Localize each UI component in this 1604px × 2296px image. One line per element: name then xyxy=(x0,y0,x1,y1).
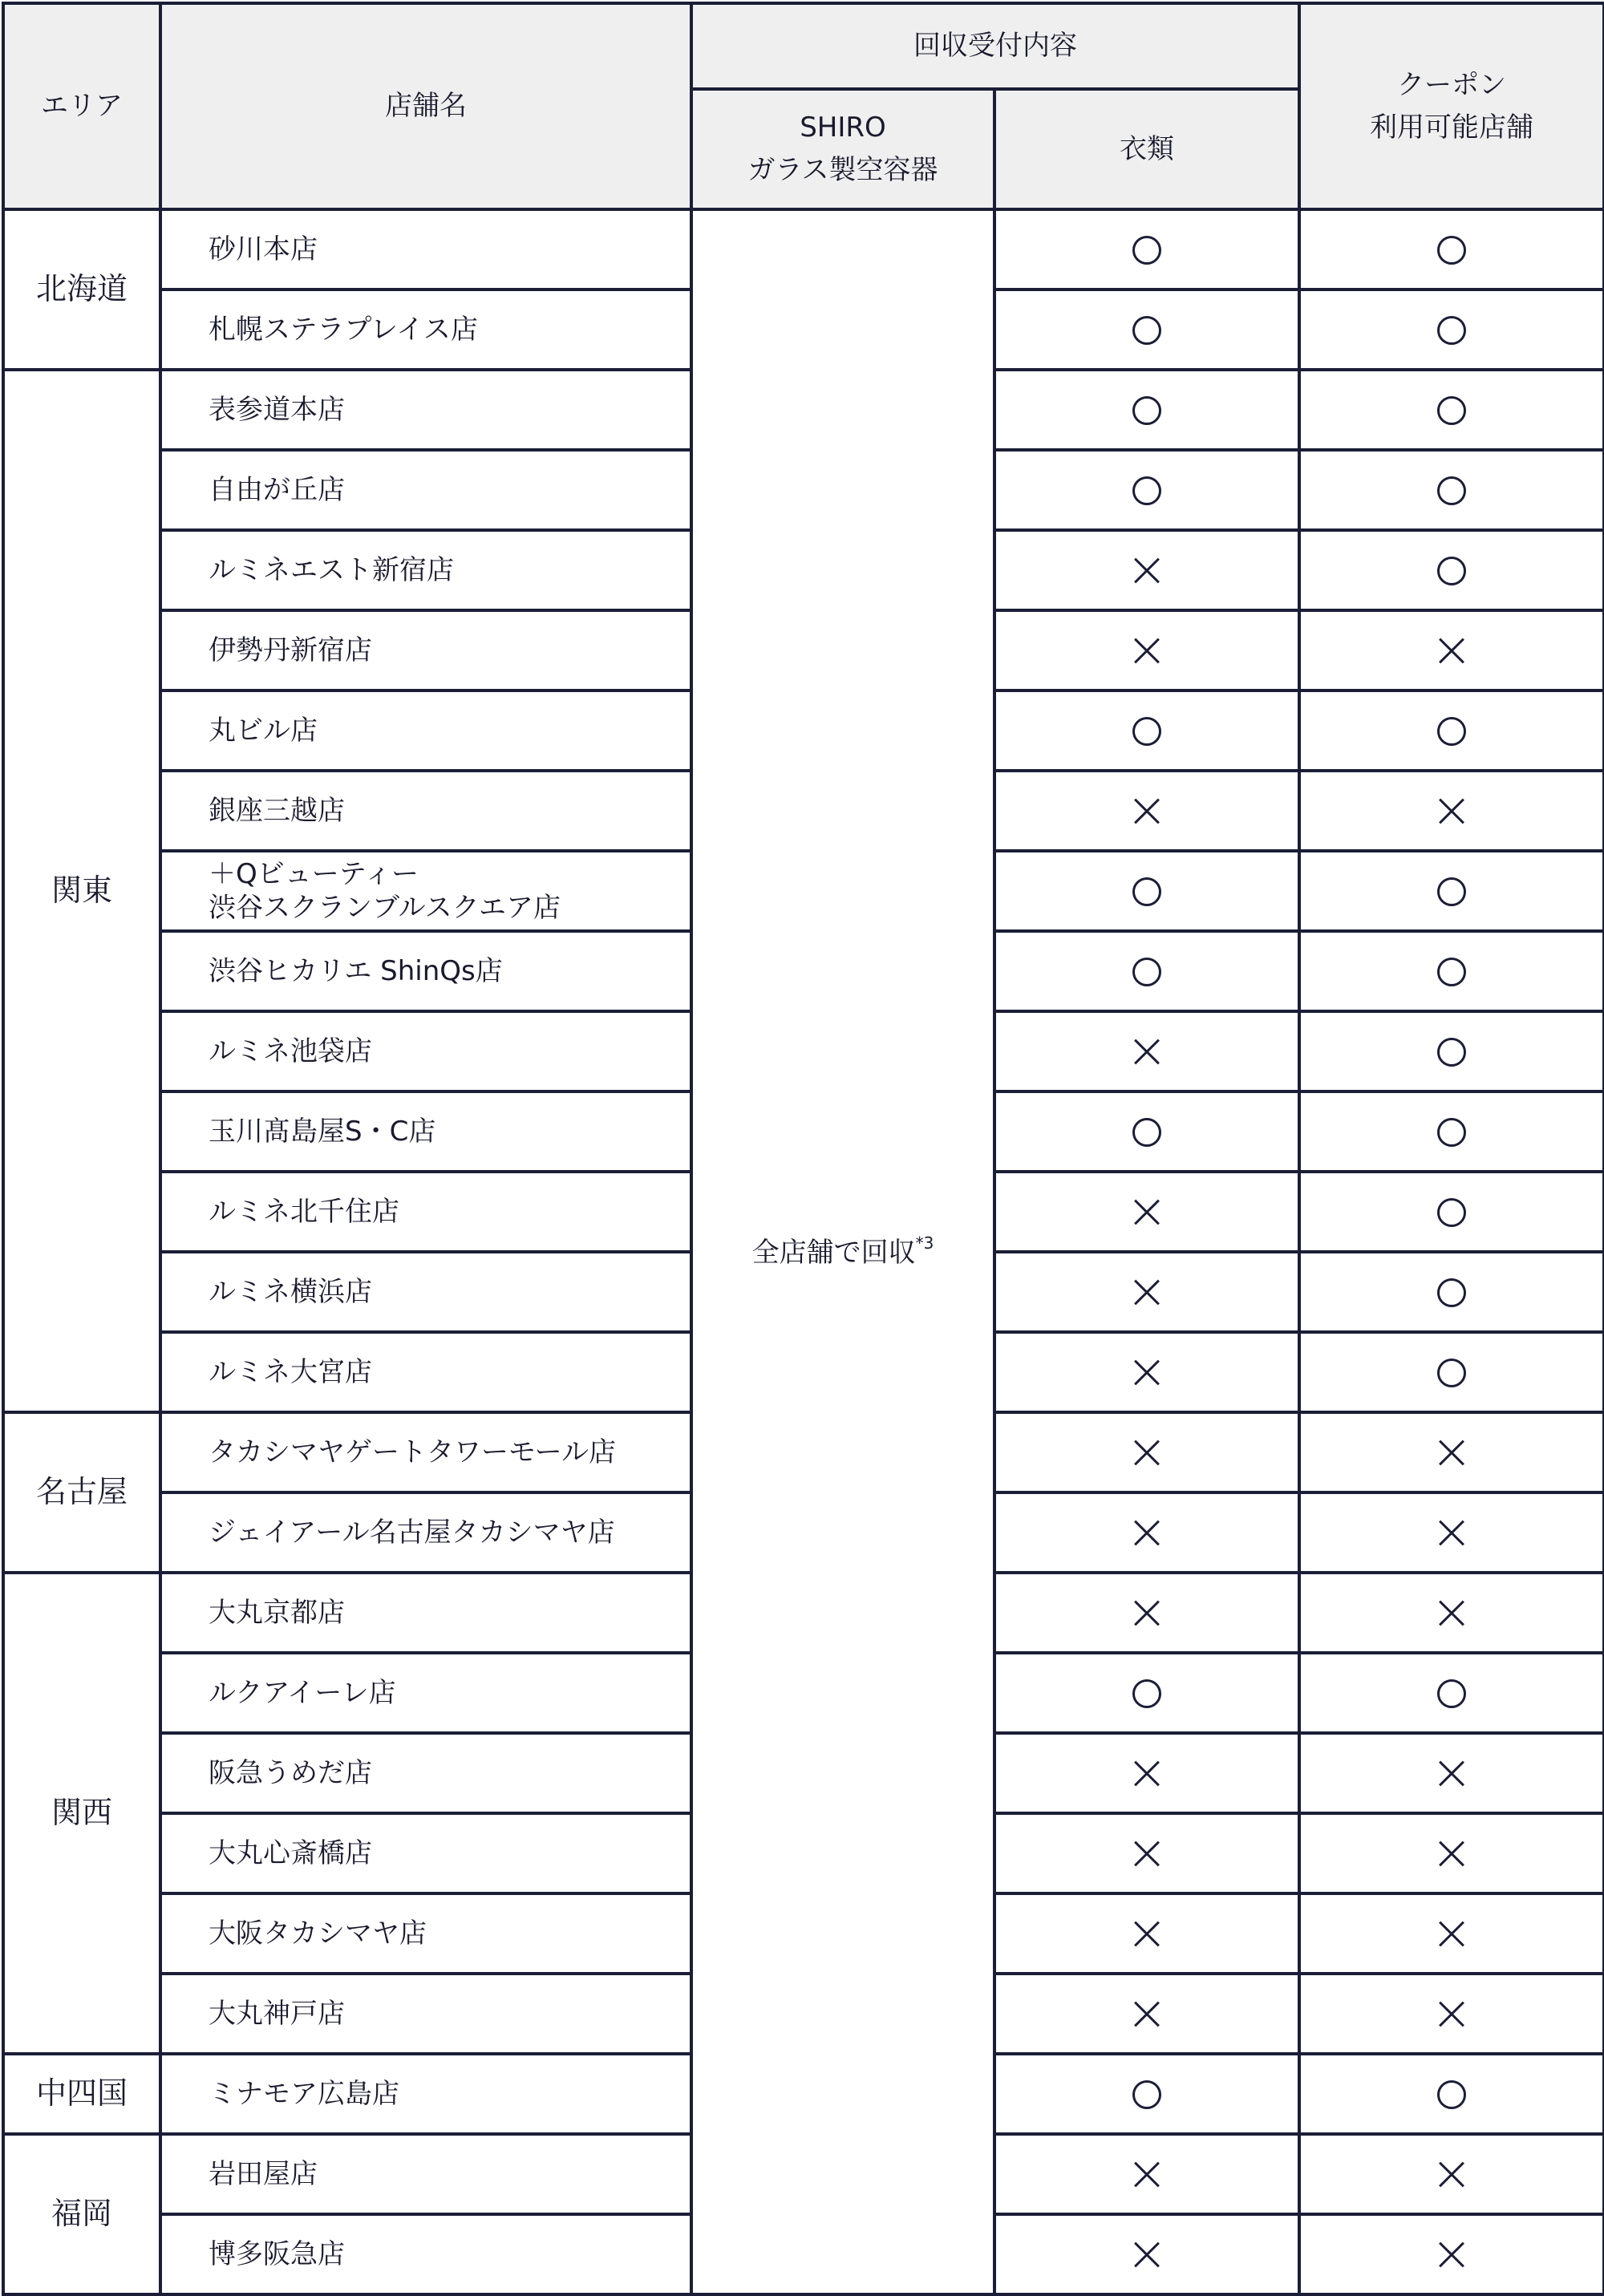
store-name-cell xyxy=(160,209,691,290)
circle-icon xyxy=(1132,1118,1161,1147)
clothing-cell xyxy=(994,1893,1299,1974)
header-coupon-line1: クーポン xyxy=(1397,68,1506,101)
collection-store-table xyxy=(2,2,1604,2296)
circle-icon xyxy=(1132,2080,1161,2109)
clothing-cell xyxy=(994,1091,1299,1172)
store-name-cell xyxy=(160,1573,691,1653)
circle-icon xyxy=(1437,717,1466,746)
area-cell: 北海道 xyxy=(3,209,160,370)
cross-icon xyxy=(1438,1520,1465,1547)
circle-icon xyxy=(1437,236,1466,265)
coupon-cell xyxy=(1299,1893,1604,1974)
clothing-cell xyxy=(994,610,1299,690)
clothing-cell xyxy=(994,2214,1299,2294)
store-name: 大丸神戸店 xyxy=(209,1997,345,2030)
cross-icon xyxy=(1133,2001,1160,2028)
circle-icon xyxy=(1437,1278,1466,1307)
cross-icon xyxy=(1133,798,1160,825)
area-cell: 中四国 xyxy=(3,2054,160,2134)
clothing-cell xyxy=(994,690,1299,771)
cross-icon xyxy=(1438,2001,1465,2028)
store-name: 丸ビル店 xyxy=(209,714,318,747)
area-cell: 名古屋 xyxy=(3,1412,160,1573)
cross-icon xyxy=(1438,1760,1465,1788)
clothing-cell xyxy=(994,1974,1299,2054)
store-name-cell xyxy=(160,1332,691,1412)
circle-icon xyxy=(1437,2080,1466,2109)
clothing-cell xyxy=(994,1653,1299,1733)
header-store-name: 店舗名 xyxy=(160,3,691,209)
table-row xyxy=(3,209,1604,290)
clothing-cell xyxy=(994,450,1299,530)
coupon-cell xyxy=(1299,209,1604,290)
clothing-cell xyxy=(994,1172,1299,1252)
cross-icon xyxy=(1133,1840,1160,1868)
clothing-cell xyxy=(994,209,1299,290)
circle-icon xyxy=(1132,236,1161,265)
area-cell: 福岡 xyxy=(3,2134,160,2294)
clothing-cell xyxy=(994,2054,1299,2134)
circle-icon xyxy=(1437,958,1466,986)
coupon-cell xyxy=(1299,1011,1604,1091)
circle-icon xyxy=(1132,717,1161,746)
coupon-cell xyxy=(1299,1733,1604,1813)
store-name: ルミネ大宮店 xyxy=(209,1355,372,1388)
coupon-cell xyxy=(1299,851,1604,931)
coupon-cell xyxy=(1299,450,1604,530)
cross-icon xyxy=(1133,638,1160,665)
coupon-cell xyxy=(1299,931,1604,1011)
table-body xyxy=(3,209,1604,2294)
cross-icon xyxy=(1438,2241,1465,2269)
store-name-cell xyxy=(160,1653,691,1733)
clothing-cell xyxy=(994,1813,1299,1893)
store-name: ルミネエスト新宿店 xyxy=(209,553,454,586)
store-name: 砂川本店 xyxy=(209,233,318,265)
cross-icon xyxy=(1438,798,1465,825)
header-glass-line2: ガラス製空容器 xyxy=(747,154,938,186)
coupon-cell xyxy=(1299,1332,1604,1412)
circle-icon xyxy=(1437,476,1466,505)
cross-icon xyxy=(1133,1921,1160,1948)
clothing-cell xyxy=(994,530,1299,610)
store-name-cell xyxy=(160,1172,691,1252)
circle-icon xyxy=(1132,877,1161,906)
circle-icon xyxy=(1437,1679,1466,1708)
store-name-cell xyxy=(160,690,691,771)
store-name-cell xyxy=(160,2214,691,2294)
cross-icon xyxy=(1133,1279,1160,1306)
store-name-line2: 渋谷スクランブルスクエア店 xyxy=(209,892,561,924)
store-name-cell xyxy=(160,851,691,931)
cross-icon xyxy=(1133,2161,1160,2189)
circle-icon xyxy=(1437,1118,1466,1147)
cross-icon xyxy=(1438,1440,1465,1467)
coupon-cell xyxy=(1299,370,1604,450)
clothing-cell xyxy=(994,1252,1299,1332)
cross-icon xyxy=(1438,1840,1465,1868)
store-name: 博多阪急店 xyxy=(209,2237,345,2270)
coupon-cell xyxy=(1299,1172,1604,1252)
store-name-cell xyxy=(160,1733,691,1813)
store-name-cell xyxy=(160,1412,691,1492)
clothing-cell xyxy=(994,851,1299,931)
store-name: 渋谷ヒカリエ ShinQs店 xyxy=(209,954,503,987)
clothing-cell xyxy=(994,931,1299,1011)
cross-icon xyxy=(1133,557,1160,585)
store-name-cell xyxy=(160,1974,691,2054)
circle-icon xyxy=(1132,958,1161,986)
store-name-cell xyxy=(160,1252,691,1332)
store-name: 阪急うめだ店 xyxy=(209,1756,372,1789)
circle-icon xyxy=(1132,476,1161,505)
store-name: 銀座三越店 xyxy=(209,794,345,827)
store-name: 玉川髙島屋S・C店 xyxy=(209,1115,436,1148)
clothing-cell xyxy=(994,1332,1299,1412)
clothing-cell xyxy=(994,1492,1299,1573)
header-area: エリア xyxy=(3,3,160,209)
store-name-cell xyxy=(160,1492,691,1573)
cross-icon xyxy=(1438,1600,1465,1627)
store-name: 自由が丘店 xyxy=(209,473,345,506)
header-coupon-line2: 利用可能店舗 xyxy=(1370,111,1533,144)
cross-icon xyxy=(1133,1520,1160,1547)
cross-icon xyxy=(1438,2161,1465,2189)
cross-icon xyxy=(1133,1039,1160,1066)
coupon-cell xyxy=(1299,1573,1604,1653)
circle-icon xyxy=(1437,1359,1466,1387)
coupon-cell xyxy=(1299,1813,1604,1893)
store-name: 大阪タカシマヤ店 xyxy=(209,1917,427,1950)
store-name: 大丸心斎橋店 xyxy=(209,1836,372,1869)
store-name: 表参道本店 xyxy=(209,393,345,426)
clothing-cell xyxy=(994,1573,1299,1653)
header-clothing: 衣類 xyxy=(994,89,1299,209)
store-name: ルミネ横浜店 xyxy=(209,1275,372,1308)
clothing-cell xyxy=(994,1412,1299,1492)
store-name: タカシマヤゲートタワーモール店 xyxy=(209,1436,616,1468)
store-name-cell xyxy=(160,610,691,690)
clothing-cell xyxy=(994,771,1299,851)
header-coupon xyxy=(1299,3,1604,209)
coupon-cell xyxy=(1299,1412,1604,1492)
store-name-cell xyxy=(160,2054,691,2134)
coupon-cell xyxy=(1299,2134,1604,2214)
store-name-cell xyxy=(160,931,691,1011)
cross-icon xyxy=(1133,1600,1160,1627)
coupon-cell xyxy=(1299,1974,1604,2054)
header-glass xyxy=(691,89,994,209)
header-collection-group: 回収受付内容 xyxy=(691,3,1299,89)
store-name-cell xyxy=(160,370,691,450)
area-cell: 関西 xyxy=(3,1573,160,2054)
store-name-cell xyxy=(160,1011,691,1091)
cross-icon xyxy=(1133,1359,1160,1387)
circle-icon xyxy=(1437,316,1466,345)
coupon-cell xyxy=(1299,1252,1604,1332)
cross-icon xyxy=(1133,1199,1160,1226)
coupon-cell xyxy=(1299,1091,1604,1172)
cross-icon xyxy=(1438,1921,1465,1948)
store-name: 大丸京都店 xyxy=(209,1596,345,1629)
store-name: 札幌ステラプレイス店 xyxy=(209,313,478,346)
glass-collection-note: 全店舗で回収 xyxy=(751,1237,916,1269)
store-name-cell xyxy=(160,530,691,610)
store-name: ＋Qビューティー xyxy=(209,857,419,890)
store-name: ルミネ北千住店 xyxy=(209,1195,399,1228)
store-name: 岩田屋店 xyxy=(209,2157,318,2190)
circle-icon xyxy=(1132,1679,1161,1708)
clothing-cell xyxy=(994,1733,1299,1813)
coupon-cell xyxy=(1299,2214,1604,2294)
cross-icon xyxy=(1133,1440,1160,1467)
clothing-cell xyxy=(994,1011,1299,1091)
coupon-cell xyxy=(1299,530,1604,610)
circle-icon xyxy=(1437,1198,1466,1227)
store-name-cell xyxy=(160,1813,691,1893)
circle-icon xyxy=(1437,877,1466,906)
coupon-cell xyxy=(1299,690,1604,771)
cross-icon xyxy=(1438,638,1465,665)
store-name-cell xyxy=(160,450,691,530)
clothing-cell xyxy=(994,2134,1299,2214)
store-name-cell xyxy=(160,2134,691,2214)
store-name-cell xyxy=(160,771,691,851)
header-glass-line1: SHIRO xyxy=(800,111,886,144)
clothing-cell xyxy=(994,370,1299,450)
store-name-cell xyxy=(160,290,691,370)
area-cell: 関東 xyxy=(3,370,160,1412)
store-name-cell xyxy=(160,1893,691,1974)
circle-icon xyxy=(1132,316,1161,345)
store-name: 伊勢丹新宿店 xyxy=(209,634,372,666)
circle-icon xyxy=(1437,557,1466,585)
circle-icon xyxy=(1132,396,1161,425)
store-name: ジェイアール名古屋タカシマヤ店 xyxy=(209,1516,615,1549)
circle-icon xyxy=(1437,396,1466,425)
footnote-marker: *3 xyxy=(915,1233,934,1253)
cross-icon xyxy=(1133,2241,1160,2269)
circle-icon xyxy=(1437,1038,1466,1067)
coupon-cell xyxy=(1299,1492,1604,1573)
store-name: ルクアイーレ店 xyxy=(209,1676,396,1709)
coupon-cell xyxy=(1299,2054,1604,2134)
coupon-cell xyxy=(1299,1653,1604,1733)
coupon-cell xyxy=(1299,290,1604,370)
store-name: ミナモア広島店 xyxy=(209,2077,399,2110)
store-name: ルミネ池袋店 xyxy=(209,1035,372,1067)
coupon-cell xyxy=(1299,771,1604,851)
store-name-cell xyxy=(160,1091,691,1172)
clothing-cell xyxy=(994,290,1299,370)
coupon-cell xyxy=(1299,610,1604,690)
header-row-1 xyxy=(3,3,1604,89)
cross-icon xyxy=(1133,1760,1160,1788)
glass-collection-cell xyxy=(691,209,994,2294)
